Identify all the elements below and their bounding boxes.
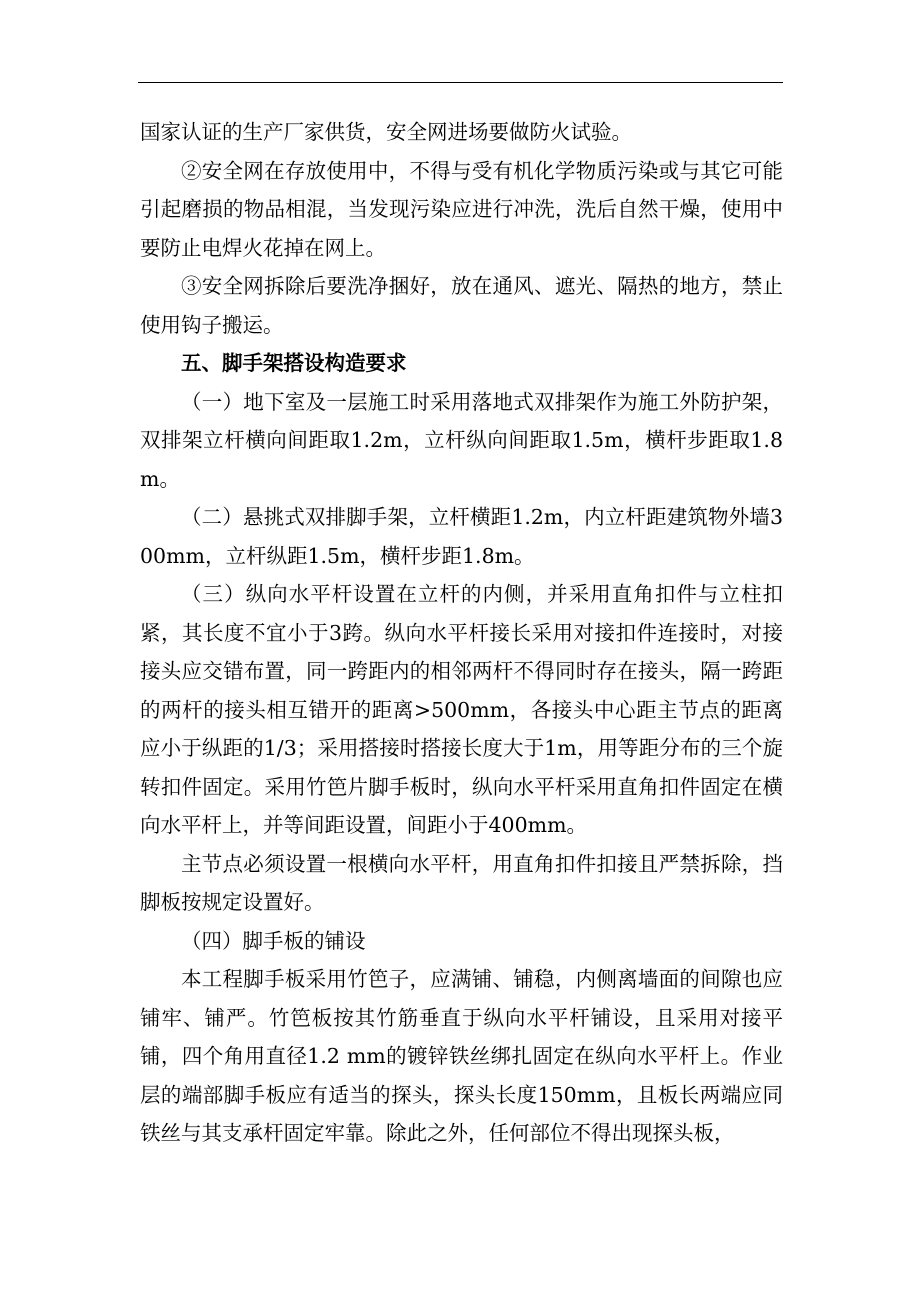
paragraph-net-storage: ②安全网在存放使用中，不得与受有机化学物质污染或与其它可能引起磨损的物品相混，当发现污染应进行冲洗，洗后自然干燥，使用中要防止电焊火花掉在网上。 xyxy=(140,158,783,260)
paragraph-longitudinal-bars: （三）纵向水平杆设置在立杆的内侧，并采用直角扣件与立柱扣紧，其长度不宜小于3跨。纵向水平杆接长采用对接扣件连接时，对接接头应交错布置，同一跨距内的相邻两杆不得同时存在接头，隔一跨距的两杆的接头相互错开的距离>500mm，各接头中心距主节点的距离应小于纵距的1/3；采用搭接时搭接长度大于1m，用等距分布的三个旋转扣件固定。采用竹笆片脚手板时，纵向水平杆采用直角扣件固定在横向水平杆上，并等间距设置，间距小于400mm。 xyxy=(140,582,783,837)
paragraph-fire-test: 国家认证的生产厂家供货，安全网进场要做防火试验。 xyxy=(140,120,632,144)
paragraph-cantilever-scaffold: （二）悬挑式双排脚手架，立杆横距1.2m，内立杆距建筑物外墙300mm，立杆纵距1.5m，横杆步距1.8m。 xyxy=(140,505,783,568)
paragraph-net-removal: ③安全网拆除后要洗净捆好，放在通风、遮光、隔热的地方，禁止使用钩子搬运。 xyxy=(140,274,783,337)
paragraph-scaffold-board-heading: （四）脚手板的铺设 xyxy=(181,928,366,953)
document-body xyxy=(140,113,783,1153)
paragraph-main-node: 主节点必须设置一根横向水平杆，用直角扣件扣接且严禁拆除，挡脚板按规定设置好。 xyxy=(140,851,783,914)
paragraph-scaffold-board: 本工程脚手板采用竹笆子，应满铺、铺稳，内侧离墙面的间隙也应铺牢、铺严。竹笆板按其竹筋垂直于纵向水平杆铺设，且采用对接平铺，四个角用直径1.2 mm的镀锌铁丝绑扎固定在纵向水平杆上。作业层的端部脚手板应有适当的探头，探头长度150mm，且板长两端应同铁丝与其支承杆固定牢靠。除此之外，任何部位不得出现探头板， xyxy=(140,967,783,1145)
section-heading-scaffold-requirements: 五、脚手架搭设构造要求 xyxy=(181,351,407,375)
header-rule xyxy=(138,82,783,83)
paragraph-basement-scaffold: （一）地下室及一层施工时采用落地式双排架作为施工外防护架，双排架立杆横向间距取1.2m，立杆纵向间距取1.5m，横杆步距取1.8m。 xyxy=(140,389,783,491)
